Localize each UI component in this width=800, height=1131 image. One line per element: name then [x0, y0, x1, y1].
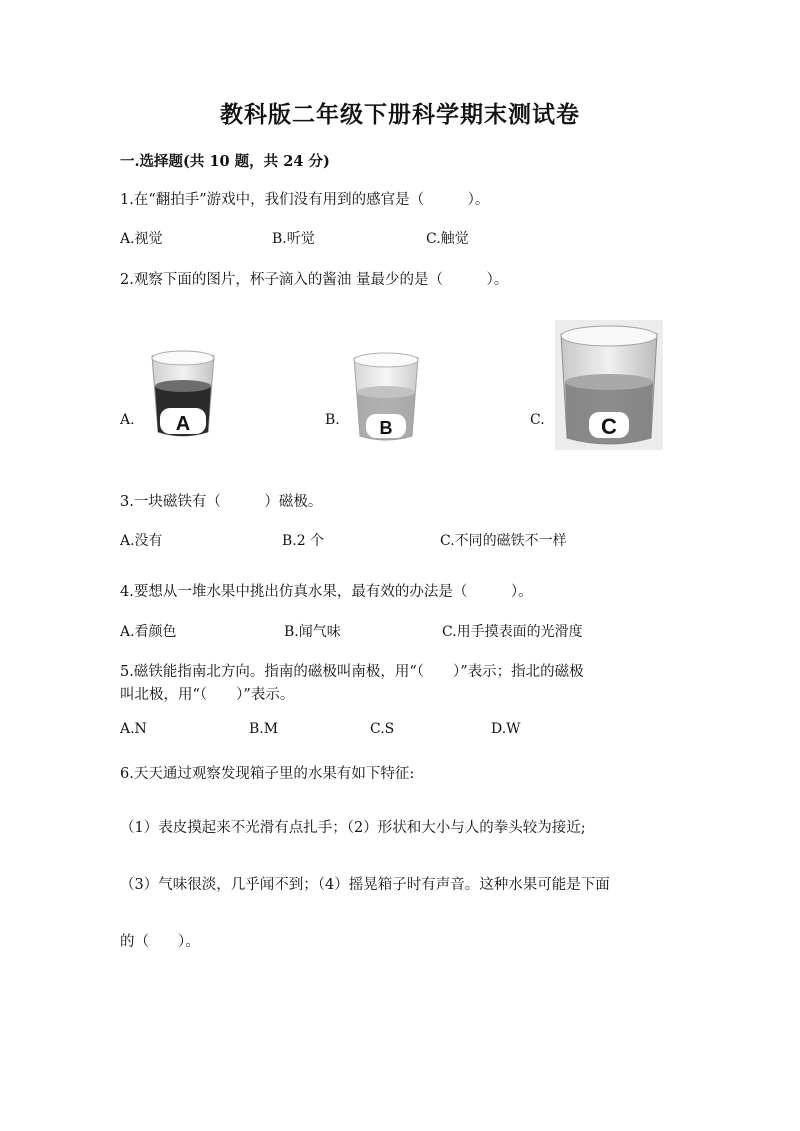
question-2: 2.观察下面的图片，杯子滴入的酱油 量最少的是（ ）。: [120, 272, 509, 288]
q2-option-b[interactable]: B.: [325, 412, 340, 428]
question-3: 3.一块磁铁有（ ）磁极。: [120, 494, 323, 510]
glass-image-b: [346, 352, 426, 444]
q2-option-c[interactable]: C.: [530, 412, 545, 428]
glass-label-a: A: [175, 413, 191, 435]
q3-option-b[interactable]: B.2 个: [282, 533, 325, 549]
q4-option-b[interactable]: B.闻气味: [284, 624, 341, 640]
question-6: 6.天天通过观察发现箱子里的水果有如下特征:: [120, 766, 415, 782]
q5-option-d[interactable]: D.W: [491, 721, 521, 737]
q3-option-c[interactable]: C.不同的磁铁不一样: [440, 533, 567, 549]
question-6-feature-line-2: （3）气味很淡，几乎闻不到；（4）摇晃箱子时有声音。这种水果可能是下面: [120, 877, 610, 893]
page-title: 教科版二年级下册科学期末测试卷: [220, 101, 580, 128]
q4-option-c[interactable]: C.用手摸表面的光滑度: [442, 624, 583, 640]
q5-option-a[interactable]: A.N: [120, 721, 147, 737]
q4-option-a[interactable]: A.看颜色: [120, 624, 177, 640]
glass-image-c: [555, 320, 663, 450]
glass-label-b: B: [379, 418, 393, 438]
question-5-line-1: 5.磁铁能指南北方向。指南的磁极叫南极，用“（ ）”表示；指北的磁极: [120, 664, 584, 680]
question-6-feature-line-1: （1）表皮摸起来不光滑有点扎手；（2）形状和大小与人的拳头较为接近;: [120, 820, 586, 836]
question-1: 1.在“翻拍手”游戏中，我们没有用到的感官是（ ）。: [120, 192, 490, 208]
section-heading: 一.选择题(共 10 题，共 24 分): [120, 153, 330, 170]
glass-label-c: C: [601, 414, 617, 439]
q5-option-b[interactable]: B.M: [249, 721, 279, 737]
question-5-line-2: 叫北极，用“（ ）”表示。: [120, 687, 295, 703]
question-6-feature-line-3: 的（ ）。: [120, 934, 200, 950]
q5-option-c[interactable]: C.S: [370, 721, 395, 737]
glass-image-a: [138, 348, 228, 440]
q1-option-b[interactable]: B.听觉: [272, 231, 315, 247]
q1-option-c[interactable]: C.触觉: [426, 231, 469, 247]
q3-option-a[interactable]: A.没有: [120, 533, 163, 549]
q1-option-a[interactable]: A.视觉: [120, 231, 163, 247]
q2-option-a[interactable]: A.: [120, 412, 135, 428]
question-4: 4.要想从一堆水果中挑出仿真水果，最有效的办法是（ ）。: [120, 584, 533, 600]
